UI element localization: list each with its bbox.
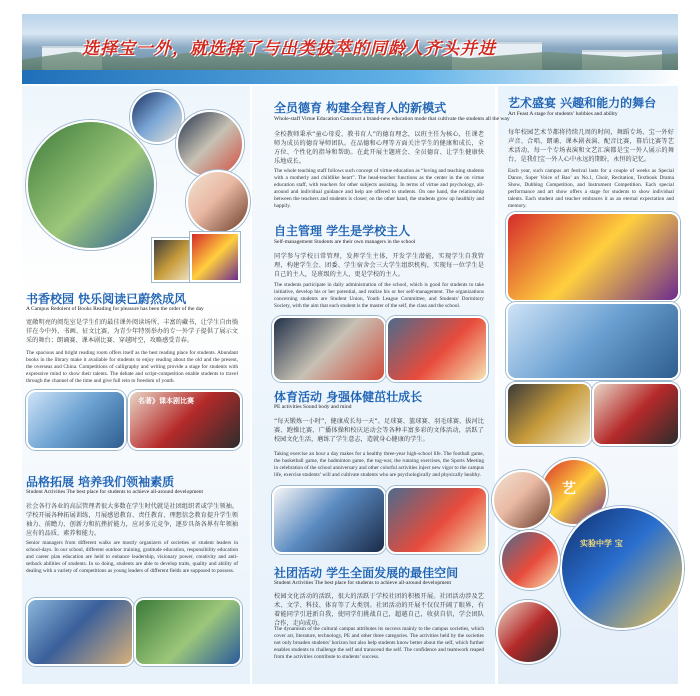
banner-slogan: 选择宝一外，就选择了与出类拔萃的同龄人齐头并进 [82, 39, 496, 59]
section-body-en-arts: Each year, such campus art festival lasts for a couple of weeks as Special Dance, Super Voice of Bao’ an No.1, Choir, Recitation, Textbook Drama Show, Dubbing Competition, and Instrument Competition. Each special performance and art show offers a stage for students to show individual talents. Each student and teacher embraces it as an eternal expectation and memory. [508, 168, 674, 209]
photo-sports-team [386, 486, 488, 554]
section-title-sports: 体育活动 身强体健茁壮成长 [274, 390, 423, 404]
section-body-cn-sports: “每天锻炼一小时”，健康成长每一天”。足球赛、篮球赛、羽毛球赛、拔河比赛、跑操比赛、广播体操和校庆运动会等各种丰富多彩的文体活动，活跃了校园文化生活，磨练了学生意志，造就身心健康的学生。 [274, 418, 484, 443]
photo-drama-competition [128, 390, 242, 450]
section-subtitle-clubs: Student Activities The best place for students to achieve all-around development [274, 580, 452, 586]
section-body-en-self: The students participate in daily administration of the school, which is good for students to take initiative, develop his or her potential, and realize his or her self-management. The organizations concerning students are Student Union, Youth League Committee, and Students' Dormitory Society, with the aim that each student is the master of the self, the class and the school. [274, 282, 484, 309]
section-subtitle-moral: Whole-staff Virtue Education Construct a brand-new education mode that cultivate the students all the way [274, 116, 510, 122]
section-subtitle-self: Self-management Students are their own managers in the school [274, 239, 416, 245]
section-subtitle-sports: PE activities Sound body and mind [274, 404, 352, 410]
photo-student-speech [386, 316, 488, 382]
photo-drum-performance [496, 600, 560, 664]
section-title-self: 自主管理 学生是学校主人 [274, 224, 411, 238]
photo-military-training [26, 598, 134, 666]
photo-stage-performance [560, 506, 684, 630]
photo-outdoor-fan-dance [506, 302, 680, 380]
photo-student-council [272, 316, 386, 382]
section-body-en-clubs: The dynamism of the cultural campus attributes its success mainly to the campus societies, which cover art, literature, technology, PE and other three categories. The activities held by the societies not only broaden students’ horizon but also help students know better about the self, which further enables students to challenge the self and transcend the self. The confidence and teamwork reaped from the activities contribute to students’ success. [274, 626, 484, 660]
section-title-quality: 品格拓展 培养我们领袖素质 [26, 475, 175, 489]
section-title-moral: 全员德育 构建全程育人的新模式 [274, 101, 447, 115]
photo-students-campus-rock [26, 120, 156, 250]
photo-classroom-activity [134, 598, 242, 666]
section-body-cn-self: 同学参与学校日常管理，发挥学生主体，开发学生潜能，实现学生自我管理，构建学生会、团委、学生宿舍会三大学生组织机构，实现每一位学生是自己的主人，是班级的主人，更是学校的主人。 [274, 253, 484, 278]
photo-smiling-student [186, 170, 250, 234]
section-body-en-sports: Taking exercise an hour a day makes for a healthy three-year high-school life. The football game, the basketball game, the badminton game, the tug-war, the running exercises, the Sports Meeting in celebration of the school anniversary and other colorful activities inject new vigor to the campus life, exercise students’ will and cultivate students who are psychologically and physically healthy. [274, 451, 484, 478]
section-body-en-quality: Senior managers from different walks are mostly organizers of societies or student leaders in school-days. In our school, different outdoor training, gratitude education, responsibility education and career plan education are held to enhance leadership, visionary power, creativity and anti-setback abilities of students. In so doing, students are able to develop traits, quality and ability of dealing with a variety of competitions as young leaders of different fields are supposed to possess. [26, 540, 238, 574]
photo-stage-show [506, 382, 592, 446]
section-body-cn-reading: 宽敞明亮的阅览室是学生们的最佳课外阅读场所，丰富的藏书，让学生自由徜徉在今中外、书画、征文比赛、为青少年特别举办的专一外学子提供了展示文采的舞台；朗诵赛、课本剧比赛、穿越时空，攻略感受青春。 [26, 319, 238, 344]
section-body-en-moral: The whole teaching staff follows such concept of virtue education as “loving and teaching students with a motherly and childlike heart”. The head-teacher functions as the center in the on virtue education staff, with teachers for other subjects assisting. In terms of virtue and psychology, all-around and individual guidance and help are offered to students. On one hand, the relationship between the teachers and students is closer; on the other hand, the students grow up healthily and happily. [274, 168, 484, 209]
section-title-arts: 艺术盛宴 兴趣和能力的舞台 [508, 96, 657, 110]
section-body-cn-clubs: 校园文化活动的活跃，很大的活跃于学校社团的积极开展。社团活动涉及艺术、文学、科技、体育等了大类别。社团活动的开展不仅仅开阔了眼界，有着能同学引进新自我，使同学们挑战自己，超越自己，收获自信，学会团队合作，走向成功。 [274, 593, 484, 627]
photo-student-portrait [190, 232, 240, 282]
photo-reading-room [26, 390, 126, 450]
section-title-clubs: 社团活动 学生全面发展的最佳空间 [274, 566, 459, 580]
blue-swoosh-divider [22, 70, 678, 84]
section-body-en-reading: The spacious and bright reading room offers itself as the best reading place for students. Abundant books in the library make it available for students to enjoy reading about the old and the present, the overseas and China. Competitions of calligraphy and writing provide a stage for students with expressive mind to show their talents. The debate and script-competition enable students to travel through the channel of the time and give full rein to freedom of youth. [26, 350, 238, 384]
section-body-cn-moral: 全校教师秉承“童心母爱、教书育人”的德育理念，以班主任为核心，任课老师为成员的德育导师团队。在品德和心理等方面关注学生的健康和成长，全方位、个性化的指导和帮助。在此开展主题班会、全员德育、让学生健康快乐地成长。 [274, 131, 484, 165]
photo-costume-dance [592, 382, 680, 446]
section-body-cn-arts: 每年校园艺术节都将持续几周的时间，舞蹈专场、宝一外好声音、合唱、朗诵、课本剧表演、配音比赛，幕后比赛等艺术活动，每一个专场表演和文艺汇演都是宝一外人展示的舞台，是我们宝一外人心中永远的期盼，永恒的记忆。 [508, 129, 674, 163]
section-title-reading: 书香校园 快乐阅读已蔚然成风 [26, 292, 187, 306]
section-subtitle-arts: Art Feast A stage for students’ hobbies and ability [508, 111, 618, 117]
photo-teachers [176, 110, 244, 178]
photo-club-activity [492, 470, 552, 530]
photo-dance-club [500, 530, 560, 590]
stage-sign-text: 艺 [562, 481, 576, 497]
photo-dance-performance [506, 212, 680, 302]
section-subtitle-quality: Student Activities The best place for students to achieve all-around development [26, 489, 204, 495]
section-body-cn-quality: 社会各行各业的高层管理者很大多数在学生时代就是社团组织者或学生领袖。学校开展各种拓展训练，月展感恩教育、责任教育、理想信念教育提升学生领袖力、前瞻力、创新力和抗挫折能力，应对多元竞争，逐步具备各界有年领袖应有的品质、素养和能力。 [26, 503, 238, 537]
stage-banner-text: 实验中学 宝 [580, 539, 623, 548]
header-banner [22, 14, 678, 70]
photo-taekwondo [272, 486, 386, 554]
section-subtitle-reading: A Campus Redolent of Books Reading for pleasure has been the order of the day [26, 306, 204, 312]
banner-sign-text: 名著》课本剧比赛 [138, 397, 194, 405]
